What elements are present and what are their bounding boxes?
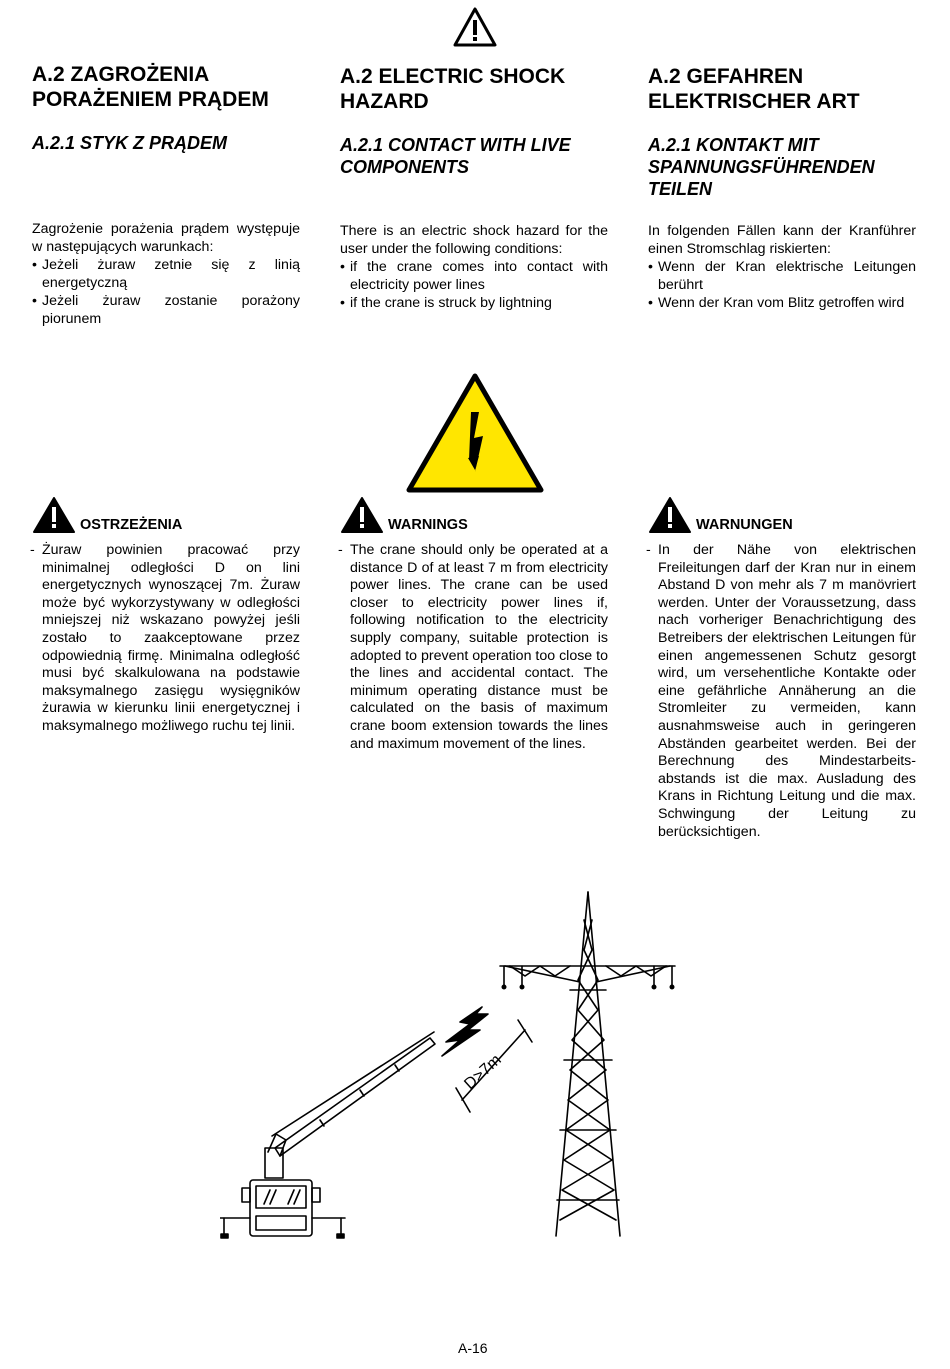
warning-block [32,494,300,736]
dash-marker: - [30,542,35,558]
intro-block [32,220,300,328]
list-item: • Jeżeli żuraw zostanie porażony piorunem [32,292,300,328]
intro-block [648,222,916,312]
warning-text-block [648,542,916,841]
hazard-list [648,258,916,312]
warning-header [340,494,608,534]
warning-label: WARNUNGEN [696,517,793,533]
warning-text-block [340,542,608,753]
crane-boom [265,1032,435,1178]
crane-truck [220,1180,345,1238]
column-polish [32,62,300,112]
hazard-list [32,256,300,328]
column-german [648,64,916,114]
warning-text-block [32,542,300,736]
subsection-block [648,134,916,200]
warning-text: The crane should only be operated at a distance D of at least 7 m from electricity power lines. The crane can be used closer to electricity power lines if, following notification to the electricity supply company, suitable protection is adopted to prevent operation too close to the lines and accidental contact. The minimum operating distance must be calculated on the basis of maximum crane boom extension towards the lines and maximum movement of the lines. [350,542,608,752]
subsection-title: A.2.1 CONTACT WITH LIVE COMPONENTS [340,135,571,177]
list-item: • if the crane is struck by lightning [340,294,608,312]
warning-text: Żuraw powinien pracować przy minimalnej odległości D on lini energetycznych wynoszącej 7m. Żuraw może być wykorzystywany w odległości mniejszej niż wskazano powyżej jeśli zostało to zaakceptowane przez odpowiednią firmę. Minimalna odległość musi być skalkulowana na podstawie maksymalnego zasięgu wysięgników żurawia w kierunku linii energetycznej i maksymalnego możliwego ruchu tej linii. [42,542,300,734]
warning-block [648,494,916,841]
warning-triangle-icon [648,496,692,534]
intro-text: In folgenden Fällen kann der Kranführer einen Stromschlag riskierten: [648,223,916,257]
list-item: • if the crane comes into contact with electricity power lines [340,258,608,294]
section-title: A.2 ELECTRIC SHOCK HAZARD [340,65,566,113]
crane-powerline-illustration [220,890,690,1242]
section-title: A.2 ZAGROŻENIA PORAŻENIEM PRĄDEM [32,63,269,111]
warning-triangle-icon [32,496,76,534]
warning-header [648,494,916,534]
warning-label: OSTRZEŻENIA [80,517,183,533]
electric-hazard-icon [405,372,545,494]
column-english [340,64,608,114]
subsection-block [32,132,300,154]
pylon [500,892,675,1236]
intro-text: There is an electric shock hazard for the user under the following conditions: [340,223,608,257]
hazard-list [340,258,608,312]
list-item: • Wenn der Kran elektrische Leitungen berührt [648,258,916,294]
list-item: • Jeżeli żuraw zetnie się z linią energetyczną [32,256,300,292]
list-item: • Wenn der Kran vom Blitz getroffen wird [648,294,916,312]
section-title: A.2 GEFAHREN ELEKTRISCHER ART [648,65,860,113]
lightning-bolt [442,1007,488,1056]
subsection-block [340,134,608,178]
warning-header [32,494,300,534]
subsection-title: A.2.1 KONTAKT MIT SPANNUNGSFÜHRENDEN TEILEN [648,135,875,199]
intro-text: Zagrożenie porażenia prądem występuje w następujących warunkach: [32,221,300,255]
warning-label: WARNINGS [388,517,468,533]
distance-label: D>7m [461,1051,505,1093]
page-number: A-16 [458,1340,488,1356]
warning-text: In der Nähe von elektrischen Freileitungen darf der Kran nur in einem Abstand D von mehr als 7 m manövriert werden. Unter der Voraussetzung, dass nach vorheriger Benachrichtigung des Betreibers der elektrischen Leitungen für einen angemessenen Schutz gesorgt wird, um versehentliche Kontakte oder eine gefährliche Annäherung an die Stromleiter zu vermeiden, kann ausnahmsweise auch in geringeren Abständen gearbeitet werden. Bei der Berechnung des Mindestarbeits-abstands ist die max. Ausladung des Krans in Richtung Leitung und die max. Schwingung der Leitung zu berücksichtigen. [658,542,916,840]
intro-block [340,222,608,312]
dash-marker: - [338,542,343,558]
warning-triangle-icon [340,496,384,534]
subsection-title: A.2.1 STYK Z PRĄDEM [32,133,228,153]
warning-block [340,494,608,753]
dash-marker: - [646,542,651,558]
general-warning-icon [452,6,498,48]
